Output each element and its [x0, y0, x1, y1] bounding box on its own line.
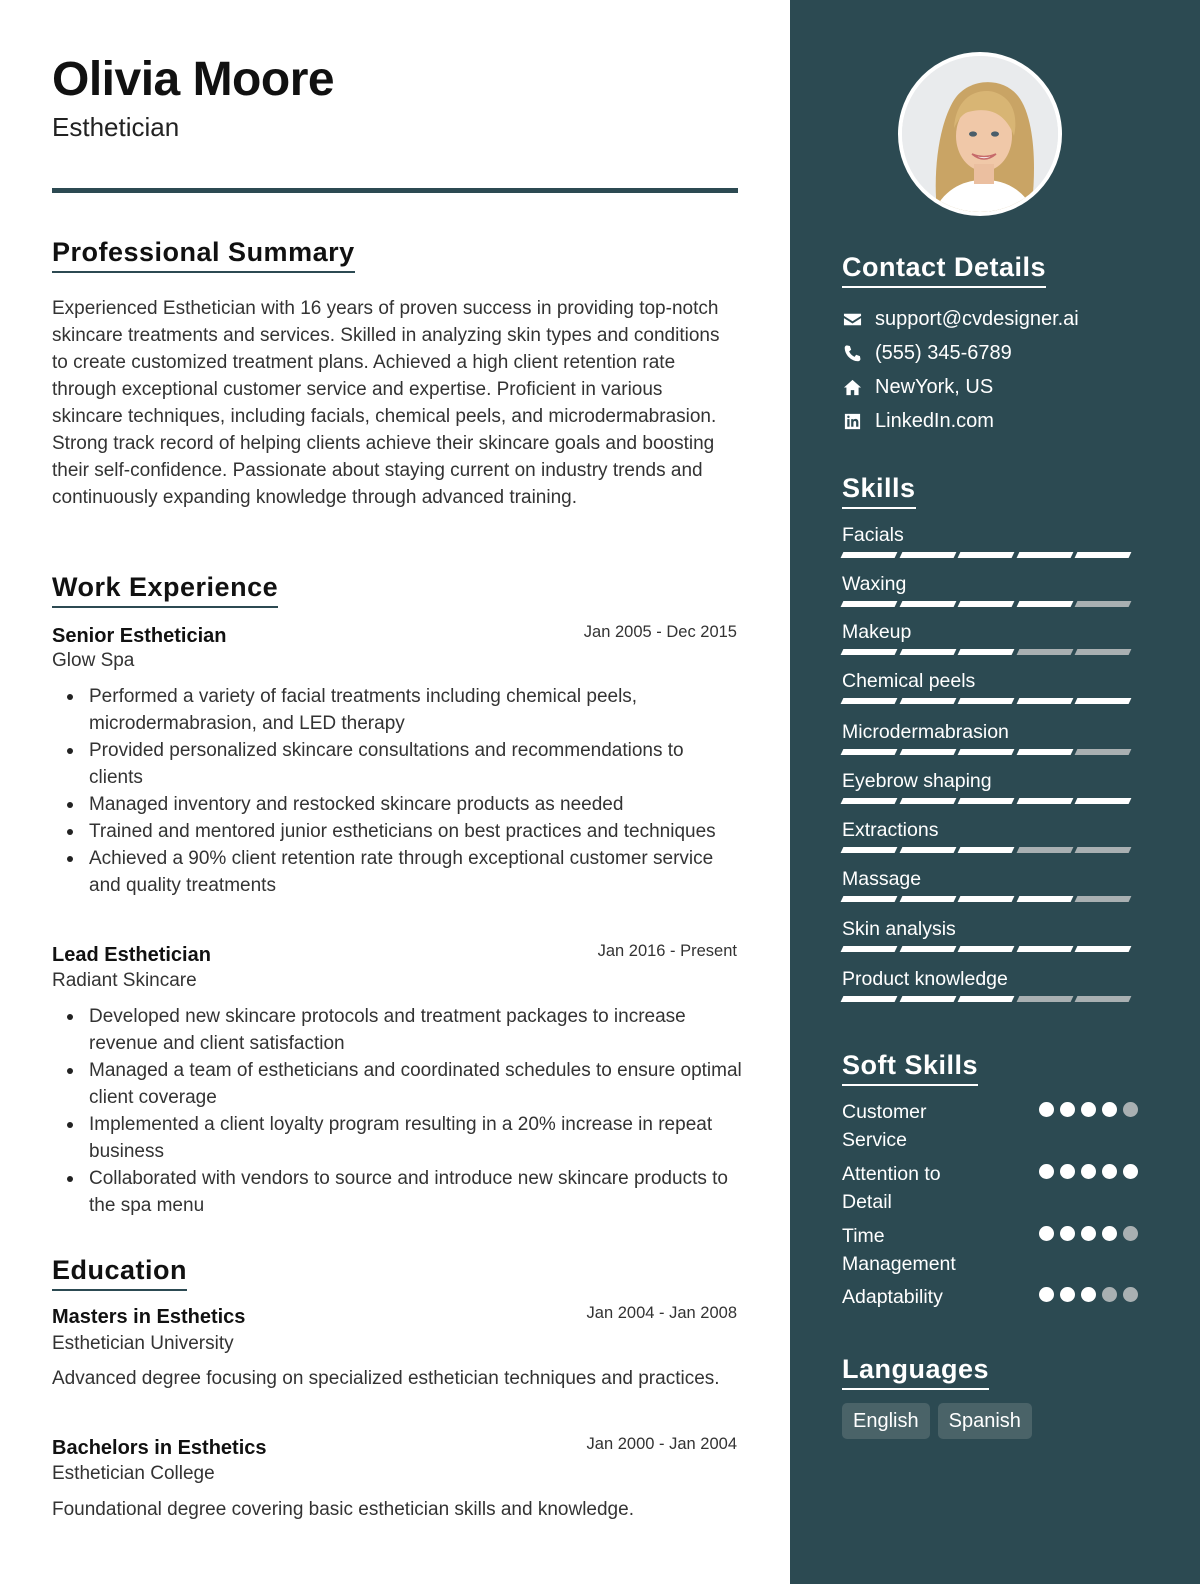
contact-linkedin[interactable]	[842, 408, 994, 434]
skill-level-segment	[899, 847, 956, 853]
soft-skill-item	[842, 1098, 1138, 1154]
skill-label: Microdermabrasion	[842, 721, 1009, 743]
skill-label: Extractions	[842, 819, 939, 841]
profile-photo	[898, 52, 1062, 216]
rating-dot	[1081, 1226, 1096, 1241]
skill-label: Makeup	[842, 621, 912, 643]
degree-description-2: Foundational degree covering basic esthetician skills and knowledge.	[52, 1499, 634, 1520]
languages-heading: Languages	[842, 1354, 989, 1390]
skill-level-segment	[958, 996, 1015, 1002]
skill-level-segment	[1075, 649, 1132, 655]
skill-level-segment	[958, 552, 1015, 558]
contact-email[interactable]	[842, 306, 1079, 332]
rating-dot	[1123, 1164, 1138, 1179]
skill-item	[842, 522, 1138, 558]
skill-level-bar	[842, 946, 1138, 952]
skill-item	[842, 866, 1138, 902]
list-item: Developed new skincare protocols and treatment packages to increase revenue and client satisfaction	[52, 1003, 742, 1057]
contact-linkedin-text: LinkedIn.com	[875, 409, 994, 432]
skill-level-bar	[842, 749, 1138, 755]
skill-level-segment	[841, 649, 898, 655]
soft-skill-rating	[1033, 1164, 1138, 1179]
skill-level-segment	[958, 896, 1015, 902]
skill-level-segment	[1075, 698, 1132, 704]
skill-level-segment	[1075, 996, 1132, 1002]
skill-label: Facials	[842, 524, 904, 546]
skill-level-bar	[842, 847, 1138, 853]
skill-level-segment	[958, 698, 1015, 704]
skill-level-segment	[1075, 552, 1132, 558]
skill-level-bar	[842, 798, 1138, 804]
header-divider	[52, 188, 738, 193]
skill-level-bar	[842, 649, 1138, 655]
degree-1: Masters in Esthetics	[52, 1306, 246, 1328]
rating-dot	[1060, 1287, 1075, 1302]
job-dates-1: Jan 2005 - Dec 2015	[583, 623, 737, 641]
skill-level-segment	[958, 798, 1015, 804]
skill-level-segment	[899, 601, 956, 607]
skill-level-segment	[841, 552, 898, 558]
soft-skill-item	[842, 1222, 1138, 1278]
rating-dot	[1060, 1226, 1075, 1241]
degree-dates-1: Jan 2004 - Jan 2008	[586, 1304, 737, 1322]
rating-dot	[1060, 1164, 1075, 1179]
envelope-icon	[842, 309, 862, 329]
soft-skill-label: Customer Service	[842, 1101, 927, 1151]
skill-level-segment	[841, 601, 898, 607]
rating-dot	[1039, 1102, 1054, 1117]
skill-level-segment	[1016, 649, 1073, 655]
skill-level-bar	[842, 601, 1138, 607]
skill-level-segment	[899, 896, 956, 902]
soft-skill-rating	[1033, 1226, 1138, 1241]
job-bullets-1	[52, 683, 742, 899]
skill-item	[842, 619, 1138, 655]
skill-level-segment	[1016, 946, 1073, 952]
soft-skills-heading: Soft Skills	[842, 1050, 978, 1086]
language-tag: Spanish	[938, 1403, 1032, 1439]
rating-dot	[1102, 1164, 1117, 1179]
list-item: Provided personalized skincare consultations and recommendations to clients	[52, 737, 742, 791]
skill-item	[842, 668, 1138, 704]
skill-level-bar	[842, 896, 1138, 902]
list-item: Managed a team of estheticians and coordinated schedules to ensure optimal client coverage	[52, 1057, 742, 1111]
skill-level-segment	[1075, 798, 1132, 804]
skill-level-segment	[841, 749, 898, 755]
skill-level-segment	[899, 649, 956, 655]
contact-email-text: support@cvdesigner.ai	[875, 307, 1079, 330]
linkedin-icon	[842, 411, 862, 431]
skill-level-segment	[899, 798, 956, 804]
rating-dot	[1060, 1102, 1075, 1117]
rating-dot	[1123, 1226, 1138, 1241]
rating-dot	[1039, 1164, 1054, 1179]
skill-level-segment	[1075, 601, 1132, 607]
skill-level-segment	[841, 847, 898, 853]
skill-item	[842, 916, 1138, 952]
skill-level-segment	[899, 749, 956, 755]
skill-level-bar	[842, 996, 1138, 1002]
degree-description-1: Advanced degree focusing on specialized esthetician techniques and practices.	[52, 1368, 720, 1389]
skill-level-segment	[899, 946, 956, 952]
list-item: Implemented a client loyalty program resulting in a 20% increase in repeat business	[52, 1111, 742, 1165]
rating-dot	[1039, 1226, 1054, 1241]
skill-label: Eyebrow shaping	[842, 770, 992, 792]
degree-2: Bachelors in Esthetics	[52, 1437, 267, 1459]
rating-dot	[1102, 1102, 1117, 1117]
skill-level-segment	[1016, 601, 1073, 607]
skill-level-segment	[1016, 798, 1073, 804]
school-2: Esthetician College	[52, 1463, 215, 1484]
home-icon	[842, 377, 862, 397]
skill-label: Skin analysis	[842, 918, 956, 940]
skill-item	[842, 719, 1138, 755]
degree-dates-2: Jan 2000 - Jan 2004	[586, 1435, 737, 1453]
skill-level-segment	[958, 749, 1015, 755]
language-tag: English	[842, 1403, 930, 1439]
list-item: Managed inventory and restocked skincare products as needed	[52, 791, 742, 818]
rating-dot	[1081, 1287, 1096, 1302]
soft-skill-item	[842, 1160, 1138, 1216]
candidate-title: Esthetician	[52, 112, 180, 142]
contact-location	[842, 374, 993, 400]
soft-skill-label: Attention to Detail	[842, 1163, 941, 1213]
skill-level-segment	[899, 552, 956, 558]
list-item: Achieved a 90% client retention rate through exceptional customer service and quality treatments	[52, 845, 742, 899]
rating-dot	[1081, 1164, 1096, 1179]
skill-level-segment	[1016, 552, 1073, 558]
soft-skill-rating	[1033, 1287, 1138, 1302]
job-title-2: Lead Esthetician	[52, 944, 211, 966]
phone-icon	[842, 343, 862, 363]
skill-level-segment	[1016, 996, 1073, 1002]
skill-label: Waxing	[842, 573, 907, 595]
skill-level-segment	[1016, 847, 1073, 853]
skill-item	[842, 768, 1138, 804]
skill-level-bar	[842, 698, 1138, 704]
rating-dot	[1123, 1102, 1138, 1117]
school-1: Esthetician University	[52, 1333, 234, 1354]
job-company-1: Glow Spa	[52, 650, 135, 671]
skill-level-segment	[1016, 896, 1073, 902]
skill-level-segment	[899, 698, 956, 704]
skill-level-segment	[1016, 698, 1073, 704]
skill-level-bar	[842, 552, 1138, 558]
soft-skill-label: Time Management	[842, 1225, 956, 1275]
job-company-2: Radiant Skincare	[52, 970, 197, 991]
skill-item	[842, 966, 1138, 1002]
skill-level-segment	[841, 698, 898, 704]
soft-skill-item	[842, 1283, 1138, 1311]
candidate-name: Olivia Moore	[52, 53, 335, 106]
skill-item	[842, 817, 1138, 853]
skill-level-segment	[841, 996, 898, 1002]
contact-heading: Contact Details	[842, 252, 1046, 288]
job-title-1: Senior Esthetician	[52, 625, 227, 647]
skill-level-segment	[958, 601, 1015, 607]
skill-level-segment	[958, 847, 1015, 853]
education-heading: Education	[52, 1255, 187, 1291]
contact-phone-text: (555) 345-6789	[875, 341, 1012, 364]
skill-level-segment	[899, 996, 956, 1002]
skills-heading: Skills	[842, 473, 916, 509]
contact-phone[interactable]	[842, 340, 1012, 366]
experience-heading: Work Experience	[52, 572, 278, 608]
list-item: Trained and mentored junior estheticians on best practices and techniques	[52, 818, 742, 845]
soft-skill-label: Adaptability	[842, 1286, 943, 1308]
skill-label: Massage	[842, 868, 922, 890]
skill-level-segment	[1075, 896, 1132, 902]
rating-dot	[1039, 1287, 1054, 1302]
skill-level-segment	[958, 649, 1015, 655]
skill-level-segment	[841, 798, 898, 804]
avatar	[902, 56, 1062, 216]
skill-item	[842, 571, 1138, 607]
rating-dot	[1123, 1287, 1138, 1302]
skill-label: Chemical peels	[842, 670, 976, 692]
soft-skill-rating	[1033, 1102, 1138, 1117]
rating-dot	[1081, 1102, 1096, 1117]
job-dates-2: Jan 2016 - Present	[597, 942, 737, 960]
skill-level-segment	[1075, 749, 1132, 755]
summary-heading: Professional Summary	[52, 237, 355, 273]
rating-dot	[1102, 1226, 1117, 1241]
skill-level-segment	[1016, 749, 1073, 755]
list-item: Collaborated with vendors to source and introduce new skincare products to the spa menu	[52, 1165, 742, 1219]
skill-level-segment	[1075, 847, 1132, 853]
job-bullets-2	[52, 1003, 742, 1219]
contact-location-text: NewYork, US	[875, 375, 994, 398]
languages-list	[842, 1403, 1040, 1439]
summary-text: Experienced Esthetician with 16 years of proven success in providing top-notch skincare treatments and services. Skilled in analyzing skin types and conditions to create customized treatment plans. Achieved a high client retention rate through exceptional customer service and expertise. Proficient in various skincare techniques, including facials, chemical peels, and microdermabrasion. Strong track record of helping clients achieve their skincare goals and boosting their self-confidence. Passionate about staying current on industry trends and continuously expanding knowledge through advanced training.	[52, 298, 720, 508]
skill-level-segment	[841, 896, 898, 902]
skill-level-segment	[841, 946, 898, 952]
skill-level-segment	[1075, 946, 1132, 952]
list-item: Performed a variety of facial treatments including chemical peels, microdermabrasion, and LED therapy	[52, 683, 742, 737]
skill-level-segment	[958, 946, 1015, 952]
skill-label: Product knowledge	[842, 968, 1008, 990]
sidebar	[790, 0, 1200, 1584]
rating-dot	[1102, 1287, 1117, 1302]
